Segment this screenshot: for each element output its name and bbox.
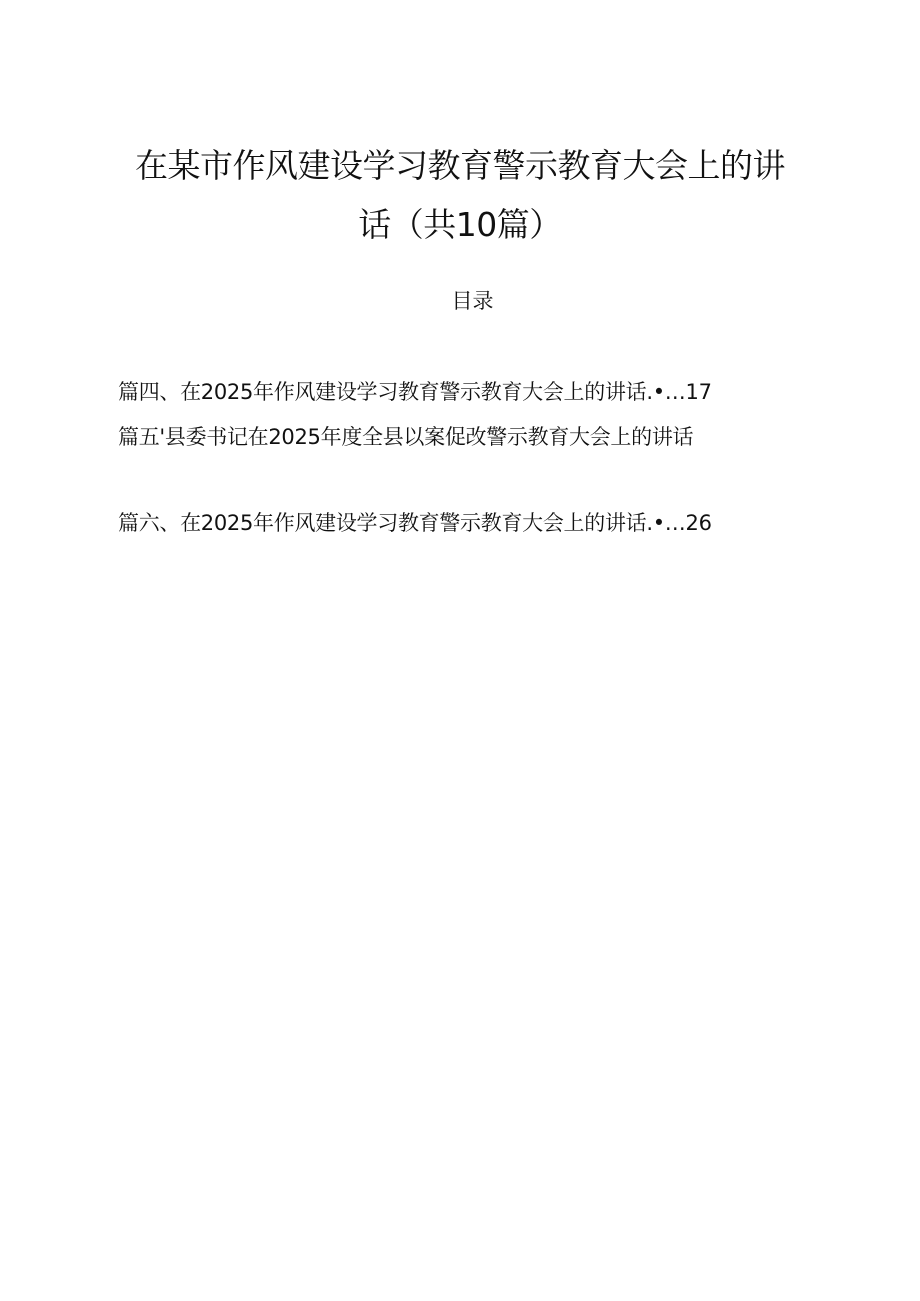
document-title-line-1: 在某市作风建设学习教育警示教育大会上的讲 bbox=[135, 146, 785, 185]
document-title-line-2: 话（共10篇） bbox=[358, 205, 562, 244]
toc-entry-4[interactable]: 篇四、在2025年作风建设学习教育警示教育大会上的讲话.•…17 bbox=[118, 380, 712, 404]
toc-heading: 目录 bbox=[451, 289, 494, 313]
toc-entry-6[interactable]: 篇六、在2025年作风建设学习教育警示教育大会上的讲话.•…26 bbox=[118, 511, 712, 535]
toc-entry-5[interactable]: 篇五'县委书记在2025年度全县以案促改警示教育大会上的讲话 bbox=[118, 425, 694, 449]
